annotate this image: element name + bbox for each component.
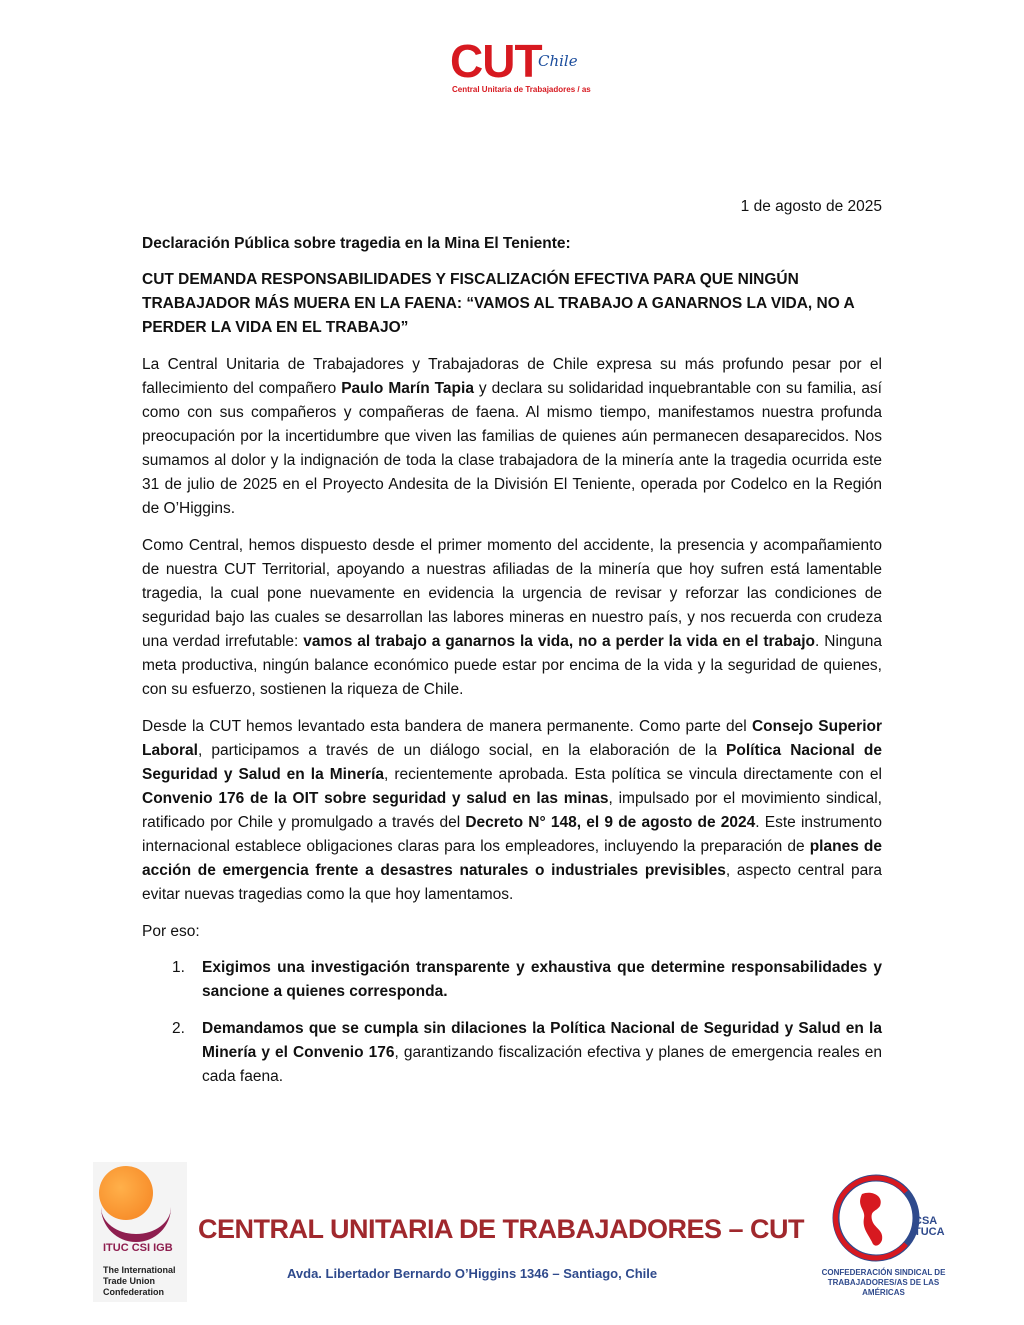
ituc-subtitle [103, 1265, 176, 1298]
p1-text-a: La Central Unitaria de Trabajadores y Trabajadoras de Chile expresa su más profundo pesar por el fallecimiento del compañero [142, 356, 882, 397]
document-heading: Declaración Pública sobre tragedia en la Mina El Teniente: [142, 235, 571, 252]
csa-tuca-label [914, 1216, 945, 1238]
footer-org-title: CENTRAL UNITARIA DE TRABAJADORES – CUT [198, 1214, 805, 1244]
p3-bold-politica: Política Nacional de Seguridad y Salud en la Minería [142, 742, 882, 783]
csa-conf-line: CONFEDERACIÓN SINDICAL DE [821, 1268, 946, 1277]
demand-item-2 [142, 1017, 882, 1089]
document-body [142, 195, 882, 1102]
paragraph-1 [142, 353, 882, 521]
p2-text-a: Como Central, hemos dispuesto desde el primer momento del accidente, la presencia y acompañamiento de nuestra CUT Territorial, apoyando a nuestras afiliadas de la minería que hoy sufren está lamentable tragedia, la cual pone nuevamente en evidencia la urgencia de revisar y reforzar las condiciones de seguridad bajo las cuales se desarrollan las labores mineras en nuestro país, y nos recuerda con crudeza una verdad irrefutable: [142, 537, 882, 650]
p2-text-c: . Ninguna meta productiva, ningún balance económico puede estar por encima de la vida y la seguridad de quienes, con su esfuerzo, sostienen la riqueza de Chile. [142, 633, 882, 698]
demand-bold-text: Demandamos que se cumpla sin dilaciones la Política Nacional de Seguridad y Salud en la Minería y el Convenio 176 [202, 1020, 882, 1061]
ituc-arc-icon [101, 1200, 171, 1242]
p3-text-g: , impulsado por el movimiento sindical, ratificado por Chile y promulgado a través del [142, 790, 882, 831]
demand-rest-text: , garantizando fiscalización efectiva y planes de emergencia reales en cada faena. [202, 1044, 882, 1085]
demand-bold-text: Exigimos una investigación transparente y exhaustiva que determine responsabilidades y sancione a quienes corresponda. [202, 959, 882, 1000]
p3-bold-planes: planes de acción de emergencia frente a desastres naturales o industriales previsibles [142, 838, 882, 879]
p1-text-c: y declara su solidaridad inquebrantable con su familia, así como con sus compañeros y compañeras de faena. Al mismo tiempo, manifestamos nuestra profunda preocupación por la incertidumbre que viven las familias de quienes aún permanecen desaparecidos. Nos sumamos al dolor y la indignación de toda la clase trabajadora de la minería ante la tragedia ocurrida este 31 de julio de 2025 en el Proyecto Andesita de la División El Teniente, operada por Codelco en la Región de O’Higgins. [142, 380, 882, 517]
paragraph-3 [142, 715, 882, 907]
p3-bold-consejo: Consejo Superior Laboral [142, 718, 882, 759]
cut-logo-country: Chile [538, 52, 578, 70]
document-headline: CUT DEMANDA RESPONSABILIDADES Y FISCALIZACIÓN EFECTIVA PARA QUE NINGÚN TRABAJADOR MÁS MUERA EN LA FAENA: “VAMOS AL TRABAJO A GANARNOS LA VIDA, NO A PERDER LA VIDA EN EL TRABAJO” [142, 271, 855, 336]
ituc-logo [93, 1162, 187, 1302]
cut-chile-logo [450, 35, 591, 98]
p1-bold-name: Paulo Marín Tapia [341, 380, 474, 397]
csa-conf-line: TRABAJADORES/AS DE LAS AMÉRICAS [827, 1278, 940, 1297]
ituc-subtitle-line: The International [103, 1265, 176, 1275]
demands-list [142, 956, 882, 1089]
csa-label-line: CSA [914, 1215, 938, 1227]
p3-bold-decreto: Decreto N° 148, el 9 de agosto de 2024 [465, 814, 756, 831]
footer-address: Avda. Libertador Bernardo O’Higgins 1346 – Santiago, Chile [287, 1266, 658, 1281]
p3-bold-convenio: Convenio 176 de la OIT sobre seguridad y salud en las minas [142, 790, 609, 807]
p3-text-c: , participamos a través de un diálogo social, en la elaboración de la [197, 742, 727, 759]
p2-bold-slogan: vamos al trabajo a ganarnos la vida, no a perder la vida en el trabajo [303, 633, 816, 650]
demand-number: 2. [172, 1020, 185, 1037]
csa-globe-icon [832, 1172, 922, 1264]
p3-text-i: . Este instrumento internacional establece obligaciones claras para los empleadores, incluyendo la preparación de [142, 814, 882, 855]
demand-item-1 [142, 956, 882, 1004]
ituc-subtitle-line: Confederation [103, 1287, 165, 1297]
paragraph-2 [142, 534, 882, 702]
ituc-subtitle-line: Trade Union [103, 1276, 156, 1286]
document-date: 1 de agosto de 2025 [740, 198, 882, 215]
cut-logo-subtitle: Central Unitaria de Trabajadores / as [452, 85, 591, 94]
demand-number: 1. [172, 959, 185, 976]
por-eso-label: Por eso: [142, 923, 200, 940]
ituc-name: ITUC CSI IGB [103, 1242, 173, 1254]
csa-label-line: TUCA [914, 1226, 945, 1238]
cut-logo-word: CUT [450, 35, 542, 87]
p3-text-k: , aspecto central para evitar nuevas tragedias como la que hoy lamentamos. [142, 862, 882, 903]
p3-text-e: , recientemente aprobada. Esta política se vincula directamente con el [384, 766, 882, 783]
p3-text-a: Desde la CUT hemos levantado esta bandera de manera permanente. Como parte del [142, 718, 752, 735]
csa-confederation-name [806, 1268, 961, 1298]
csa-tuca-logo [806, 1172, 961, 1300]
